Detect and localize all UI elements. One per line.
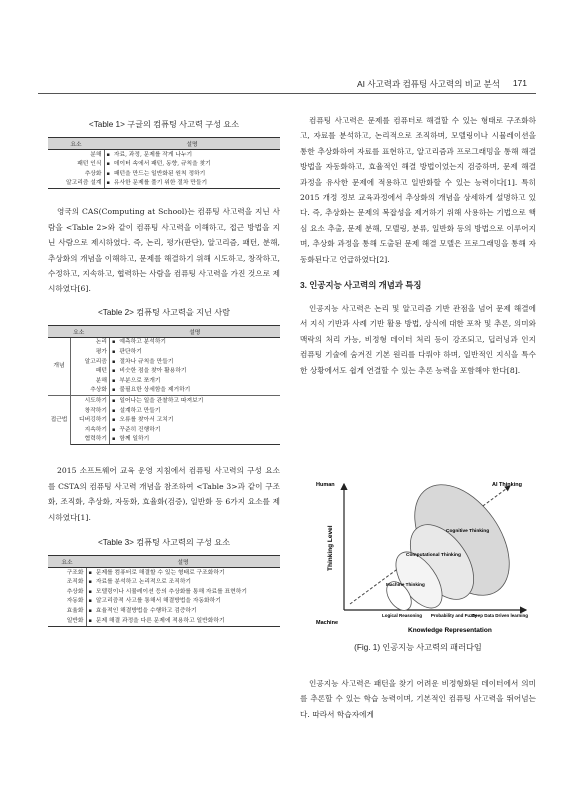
table2-element: 논리 bbox=[71, 337, 110, 347]
paragraph-ai-learning: 인공지능 사고력은 패턴을 찾기 어려운 비정형화된 데이터에서 의미를 추론할 수 있는 학습 능력이며, 기본적인 컴퓨팅 사고력을 뛰어넘는다. 따라서 학습자에게 bbox=[300, 679, 536, 719]
table3-desc: ▪ 알고리즘적 사고를 통해서 해결방법을 자동화하기 bbox=[86, 597, 280, 607]
table-row bbox=[48, 150, 280, 160]
table2-element: 평가 bbox=[71, 347, 110, 357]
table2-desc: ▪ 꾸준히 진행하기 bbox=[110, 425, 281, 435]
table3-element: 구조화 bbox=[48, 567, 86, 577]
paragraph-sw-guideline: 2015 소프트웨어 교육 운영 지침에서 컴퓨팅 사고력의 구성 요소를 CSTA의 컴퓨팅 사고력 개념을 참조하여 <Table 3>과 같이 구조화, 조직화, 추상화, 자동화, 효율화(검증), 일반화 등 6가지 요소를 제시하였다[1]. bbox=[48, 466, 280, 522]
table-row bbox=[48, 578, 280, 588]
table2-element: 협력하기 bbox=[71, 435, 110, 445]
header-rule bbox=[38, 93, 536, 94]
table3 bbox=[48, 555, 280, 627]
table-row bbox=[48, 616, 280, 626]
table1-element: 추상화 bbox=[48, 169, 104, 179]
table3-desc: ▪ 모델링이나 시뮬레이션 등의 추상화를 통해 자료를 표현하기 bbox=[86, 587, 280, 597]
table-row bbox=[48, 357, 280, 367]
table3-element: 자동화 bbox=[48, 597, 86, 607]
paragraph-ai-thinking: 인공지능 사고력은 논리 및 알고리즘 기반 관점을 넘어 문제 해결에서 지식 기반과 사례 기반 활용 방법, 상식에 대한 포착 및 추론, 의미와 맥락의 처리 가능, 비정형 데이터 처리 등이 강조되고, 딥러닝과 인지 컴퓨팅 기술에 숨겨진 기본 원리를 다뤄야 하며, 일반적인 지식을 특수한 상황에서도 쉽게 연결할 수 있는 추론 능력을 포함해야 한다[8]. bbox=[300, 304, 536, 375]
label-computational-thinking: Computational Thinking bbox=[406, 553, 461, 558]
table1-header-element: 요소 bbox=[48, 138, 104, 150]
table1-desc: ▪ 자료, 과정, 문제를 작게 나누기 bbox=[104, 150, 280, 160]
table2-header-element: 요소 bbox=[48, 325, 110, 337]
table2-desc: ▪ 일어나는 일을 관찰하고 따져보기 bbox=[110, 396, 281, 406]
table-row bbox=[48, 367, 280, 377]
table3-element: 추상화 bbox=[48, 587, 86, 597]
label-machine: Machine bbox=[316, 620, 339, 626]
table3-header-element: 요소 bbox=[48, 555, 86, 567]
table-row bbox=[48, 406, 280, 416]
paragraph-ct-definition: 컴퓨팅 사고력은 문제를 컴퓨터로 해결할 수 있는 형태로 구조화하고, 자료를 분석하고, 논리적으로 조직하며, 모델링이나 시뮬레이션을 통한 추상화하여 자료를 표현하고, 알고리즘과 프로그래밍을 통해 해결 방법을 자동화하고, 효율적인 해결 방법이었는지 검증하며, 문제 해결 과정을 유사한 문제에 적용하고 일반화할 수 있는 능력이다[1]. 특히 2015 개정 정보 교육과정에서 추상화의 개념을 상세하게 설명하고 있다. 즉, 추상화는 문제의 복잡성을 제거하기 위해 사용하는 기법으로 핵심 요소 추출, 문제 분해, 모델링, 분류, 일반화 등의 방법으로 이루어지며, 추상화 과정을 통해 도출된 문제 해결 모델은 프로그래밍을 통해 자동화된다고 언급하였다[2]. bbox=[300, 116, 536, 264]
right-column-bottom bbox=[300, 676, 536, 722]
table-row bbox=[48, 376, 280, 386]
label-machine-thinking: Machine Thinking bbox=[386, 582, 425, 587]
table2-header-desc: 설명 bbox=[110, 325, 281, 337]
x-axis-label: Knowledge Representation bbox=[408, 627, 492, 634]
table-row bbox=[48, 597, 280, 607]
table-row bbox=[48, 425, 280, 435]
table2-desc: ▪ 함께 일하기 bbox=[110, 435, 281, 445]
table3-element: 조직화 bbox=[48, 578, 86, 588]
table2-desc: ▪ 예측하고 분석하기 bbox=[110, 337, 281, 347]
label-ai-thinking: AI Thinking bbox=[492, 482, 522, 488]
table2-desc: ▪ 설계하고 만들기 bbox=[110, 406, 281, 416]
table3-header-desc: 설명 bbox=[86, 555, 280, 567]
table2-desc: ▪ 불필요한 상세함을 제거하기 bbox=[110, 386, 281, 396]
table1 bbox=[48, 137, 280, 189]
table2-group-concept: 개념 bbox=[48, 337, 71, 396]
section-heading: 3. 인공지능 사고력의 개념과 특징 bbox=[300, 280, 422, 291]
table2-desc: ▪ 부분으로 쪼개기 bbox=[110, 376, 281, 386]
table2-element: 디버깅하기 bbox=[71, 416, 110, 426]
table-row bbox=[48, 606, 280, 616]
label-cognitive-thinking: Cognitive Thinking bbox=[446, 529, 490, 534]
table2-element: 분해 bbox=[71, 376, 110, 386]
table-row bbox=[48, 435, 280, 445]
table1-desc: ▪ 유사한 문제를 풀기 위한 절차 만들기 bbox=[104, 179, 280, 189]
table-row bbox=[48, 347, 280, 357]
right-column bbox=[300, 113, 536, 378]
table3-element: 효율화 bbox=[48, 606, 86, 616]
table3-desc: ▪ 효율적인 해결방법을 수행하고 검증하기 bbox=[86, 606, 280, 616]
figure-ai-thinking-paradigm bbox=[314, 476, 530, 634]
table-row bbox=[48, 567, 280, 577]
table1-caption: <Table 1> 구글의 컴퓨팅 사고력 구성 요소 bbox=[88, 120, 240, 129]
x-tick-logical: Logical Reasoning bbox=[381, 613, 423, 618]
table1-element: 분해 bbox=[48, 150, 104, 160]
figure-caption: (Fig. 1) 인공지능 사고력의 패러다임 bbox=[354, 643, 482, 652]
table2-desc: ▪ 오류를 찾아서 고치기 bbox=[110, 416, 281, 426]
table2-element: 추상화 bbox=[71, 386, 110, 396]
table2-element: 창작하기 bbox=[71, 406, 110, 416]
table1-element: 패턴 인식 bbox=[48, 160, 104, 170]
table-row bbox=[48, 396, 280, 406]
table-row bbox=[48, 160, 280, 170]
paradigm-diagram bbox=[314, 476, 530, 634]
running-header bbox=[0, 78, 572, 90]
table2-group-approach: 접근법 bbox=[48, 396, 71, 445]
table-row bbox=[48, 169, 280, 179]
table1-desc: ▪ 데이터 속에서 패턴, 동향, 규칙을 찾기 bbox=[104, 160, 280, 170]
table-row bbox=[48, 179, 280, 189]
table1-desc: ▪ 패턴을 만드는 일반화된 원칙 정하기 bbox=[104, 169, 280, 179]
x-tick-probability: Probability and Fuzzy bbox=[430, 613, 478, 618]
paragraph-cas: 영국의 CAS(Computing at School)는 컴퓨팅 사고력을 지닌 사람을 <Table 2>와 같이 컴퓨팅 사고력을 이해하고, 접근 방법을 지닌 사람으로 제시하였다. 즉, 논리, 평가(판단), 알고리즘, 패턴, 분해, 추상화의 개념을 이해하고, 문제를 해결하기 위해 시도하고, 창작하고, 수정하고, 지속하고, 협력하는 사람을 컴퓨팅 사고력을 가진 것으로 제시하였다[6]. bbox=[48, 207, 280, 294]
table2-desc: ▪ 판단하기 bbox=[110, 347, 281, 357]
page-number: 171 bbox=[512, 78, 527, 88]
table-row bbox=[48, 386, 280, 396]
table-row bbox=[48, 587, 280, 597]
label-human: Human bbox=[316, 482, 335, 488]
table3-desc: ▪ 자료를 분석하고 논리적으로 조직하기 bbox=[86, 578, 280, 588]
table3-caption: <Table 3> 컴퓨팅 사고력의 구성 요소 bbox=[97, 537, 231, 547]
x-tick-deep-data: Deep Data Driven learning bbox=[471, 613, 529, 618]
running-title: AI 사고력과 컴퓨팅 사고력의 비교 분석 bbox=[356, 79, 500, 89]
table-row bbox=[48, 337, 280, 347]
table2-desc: ▪ 절차나 규칙을 만들기 bbox=[110, 357, 281, 367]
table1-header-desc: 설명 bbox=[104, 138, 280, 150]
table2-element: 지속하기 bbox=[71, 425, 110, 435]
table2-element: 시도하기 bbox=[71, 396, 110, 406]
table3-desc: ▪ 문제 해결 과정을 다른 문제에 적용하고 일반화하기 bbox=[86, 616, 280, 626]
table2-desc: ▪ 비슷한 점을 찾아 활용하기 bbox=[110, 367, 281, 377]
table-row bbox=[48, 416, 280, 426]
table2-element: 패턴 bbox=[71, 367, 110, 377]
y-axis-label: Thinking Level bbox=[327, 525, 334, 571]
table2-caption: <Table 2> 컴퓨팅 사고력을 지닌 사람 bbox=[97, 307, 231, 317]
table2-element: 알고리즘 bbox=[71, 357, 110, 367]
table2 bbox=[48, 325, 280, 446]
table3-element: 일반화 bbox=[48, 616, 86, 626]
table3-desc: ▪ 문제를 컴퓨터로 해결할 수 있는 형태로 구조화하기 bbox=[86, 567, 280, 577]
left-column bbox=[48, 113, 280, 627]
table1-element: 알고리즘 설계 bbox=[48, 179, 104, 189]
